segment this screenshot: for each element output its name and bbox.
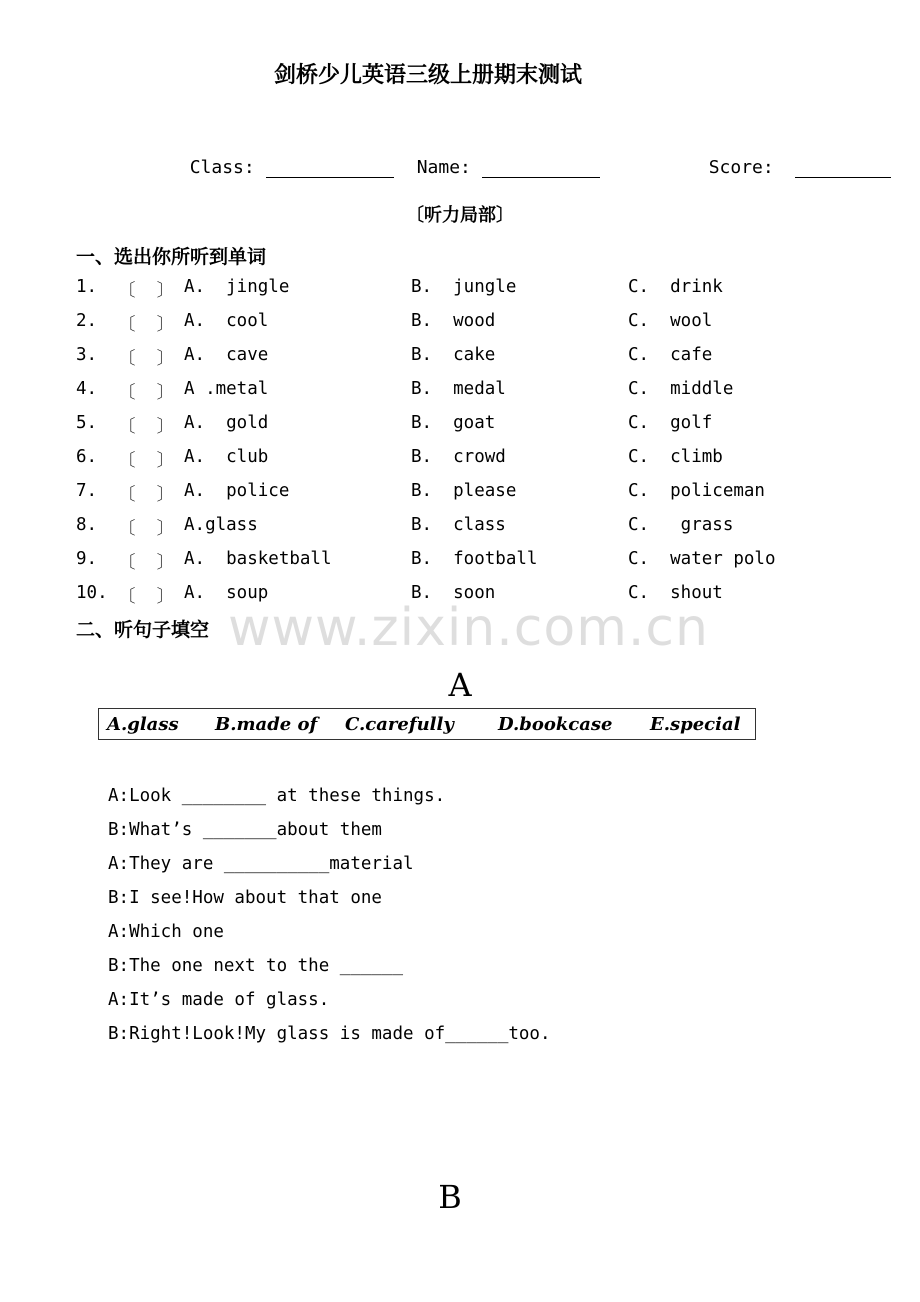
dialogue-line: A:It’s made of glass.: [108, 990, 330, 1010]
question-row: [76, 345, 836, 379]
option-a: A. cave: [184, 345, 269, 365]
class-label: Class:: [189, 157, 255, 178]
option-a: A. cool: [184, 311, 269, 331]
option-c: C. drink: [628, 277, 723, 297]
answer-paren[interactable]: 〔 〕: [118, 315, 175, 335]
score-field: [687, 136, 891, 178]
class-blank[interactable]: [266, 157, 394, 178]
dialogue-line: A:They are __________material: [108, 854, 414, 874]
name-blank[interactable]: [482, 157, 600, 178]
dialogue-line: A:Look ________ at these things.: [108, 786, 446, 806]
question-row: [76, 379, 836, 413]
answer-paren[interactable]: 〔 〕: [118, 553, 175, 573]
answer-paren[interactable]: 〔 〕: [118, 349, 175, 369]
question-row: [76, 311, 836, 345]
answer-paren[interactable]: 〔 〕: [118, 485, 175, 505]
answer-paren[interactable]: 〔 〕: [118, 281, 175, 301]
question-number: 5.: [76, 413, 98, 433]
part1-heading: 一、选出你所听到单词: [76, 246, 267, 268]
listening-heading: 〔听力局部〕: [406, 205, 514, 226]
option-b: B. medal: [411, 379, 506, 399]
word-bank-box: [98, 708, 756, 740]
option-a: A. jingle: [184, 277, 290, 297]
watermark: www.zixin.com.cn: [228, 598, 709, 658]
option-c: C. water polo: [628, 549, 776, 569]
option-a: A. police: [184, 481, 290, 501]
option-a: A.glass: [184, 515, 258, 535]
dialogue-line: B:What’s _______about them: [108, 820, 382, 840]
option-b: B. cake: [411, 345, 496, 365]
name-field: [395, 136, 600, 178]
question-row: [76, 447, 836, 481]
answer-paren[interactable]: 〔 〕: [118, 417, 175, 437]
option-c: C. cafe: [628, 345, 713, 365]
question-number: 3.: [76, 345, 98, 365]
dialogue-line: B:The one next to the ______: [108, 956, 404, 976]
section-b-label: B: [438, 1178, 462, 1216]
word-bank-item: B.made of: [215, 714, 318, 735]
question-number: 10.: [76, 583, 108, 603]
question-number: 1.: [76, 277, 98, 297]
score-blank[interactable]: [795, 157, 891, 178]
option-b: B. soon: [411, 583, 496, 603]
option-b: B. jungle: [411, 277, 517, 297]
dialogue-line: B:Right!Look!My glass is made of______too.: [108, 1024, 551, 1044]
option-c: C. shout: [628, 583, 723, 603]
option-a: A. club: [184, 447, 269, 467]
score-label: Score:: [708, 157, 774, 178]
answer-paren[interactable]: 〔 〕: [118, 383, 175, 403]
option-c: C. climb: [628, 447, 723, 467]
question-number: 9.: [76, 549, 98, 569]
part2-heading: 二、听句子填空: [76, 619, 210, 641]
word-bank-item: C.carefully: [345, 714, 454, 735]
option-c: C. wool: [628, 311, 713, 331]
question-number: 7.: [76, 481, 98, 501]
answer-paren[interactable]: 〔 〕: [118, 587, 175, 607]
word-bank-item: D.bookcase: [498, 714, 613, 735]
option-b: B. goat: [411, 413, 496, 433]
option-b: B. crowd: [411, 447, 506, 467]
question-number: 4.: [76, 379, 98, 399]
option-a: A. gold: [184, 413, 269, 433]
question-row: [76, 277, 836, 311]
question-row: [76, 413, 836, 447]
dialogue-line: A:Which one: [108, 922, 224, 942]
question-number: 2.: [76, 311, 98, 331]
option-a: A. basketball: [184, 549, 332, 569]
question-number: 6.: [76, 447, 98, 467]
section-a-label: A: [448, 666, 472, 704]
question-row: [76, 481, 836, 515]
question-row: [76, 549, 836, 583]
option-b: B. football: [411, 549, 538, 569]
class-field: [168, 136, 394, 178]
word-bank-item: E.special: [650, 714, 741, 735]
option-b: B. please: [411, 481, 517, 501]
answer-paren[interactable]: 〔 〕: [118, 519, 175, 539]
option-b: B. wood: [411, 311, 496, 331]
answer-paren[interactable]: 〔 〕: [118, 451, 175, 471]
question-row: [76, 515, 836, 549]
option-b: B. class: [411, 515, 506, 535]
dialogue-line: B:I see!How about that one: [108, 888, 382, 908]
page-title: 剑桥少儿英语三级上册期末测试: [273, 63, 582, 88]
name-label: Name:: [416, 157, 471, 178]
option-c: C. policeman: [628, 481, 765, 501]
option-c: C. grass: [628, 515, 734, 535]
option-a: A .metal: [184, 379, 269, 399]
option-c: C. golf: [628, 413, 713, 433]
option-a: A. soup: [184, 583, 269, 603]
word-bank-item: A.glass: [107, 714, 179, 735]
option-c: C. middle: [628, 379, 734, 399]
question-number: 8.: [76, 515, 98, 535]
